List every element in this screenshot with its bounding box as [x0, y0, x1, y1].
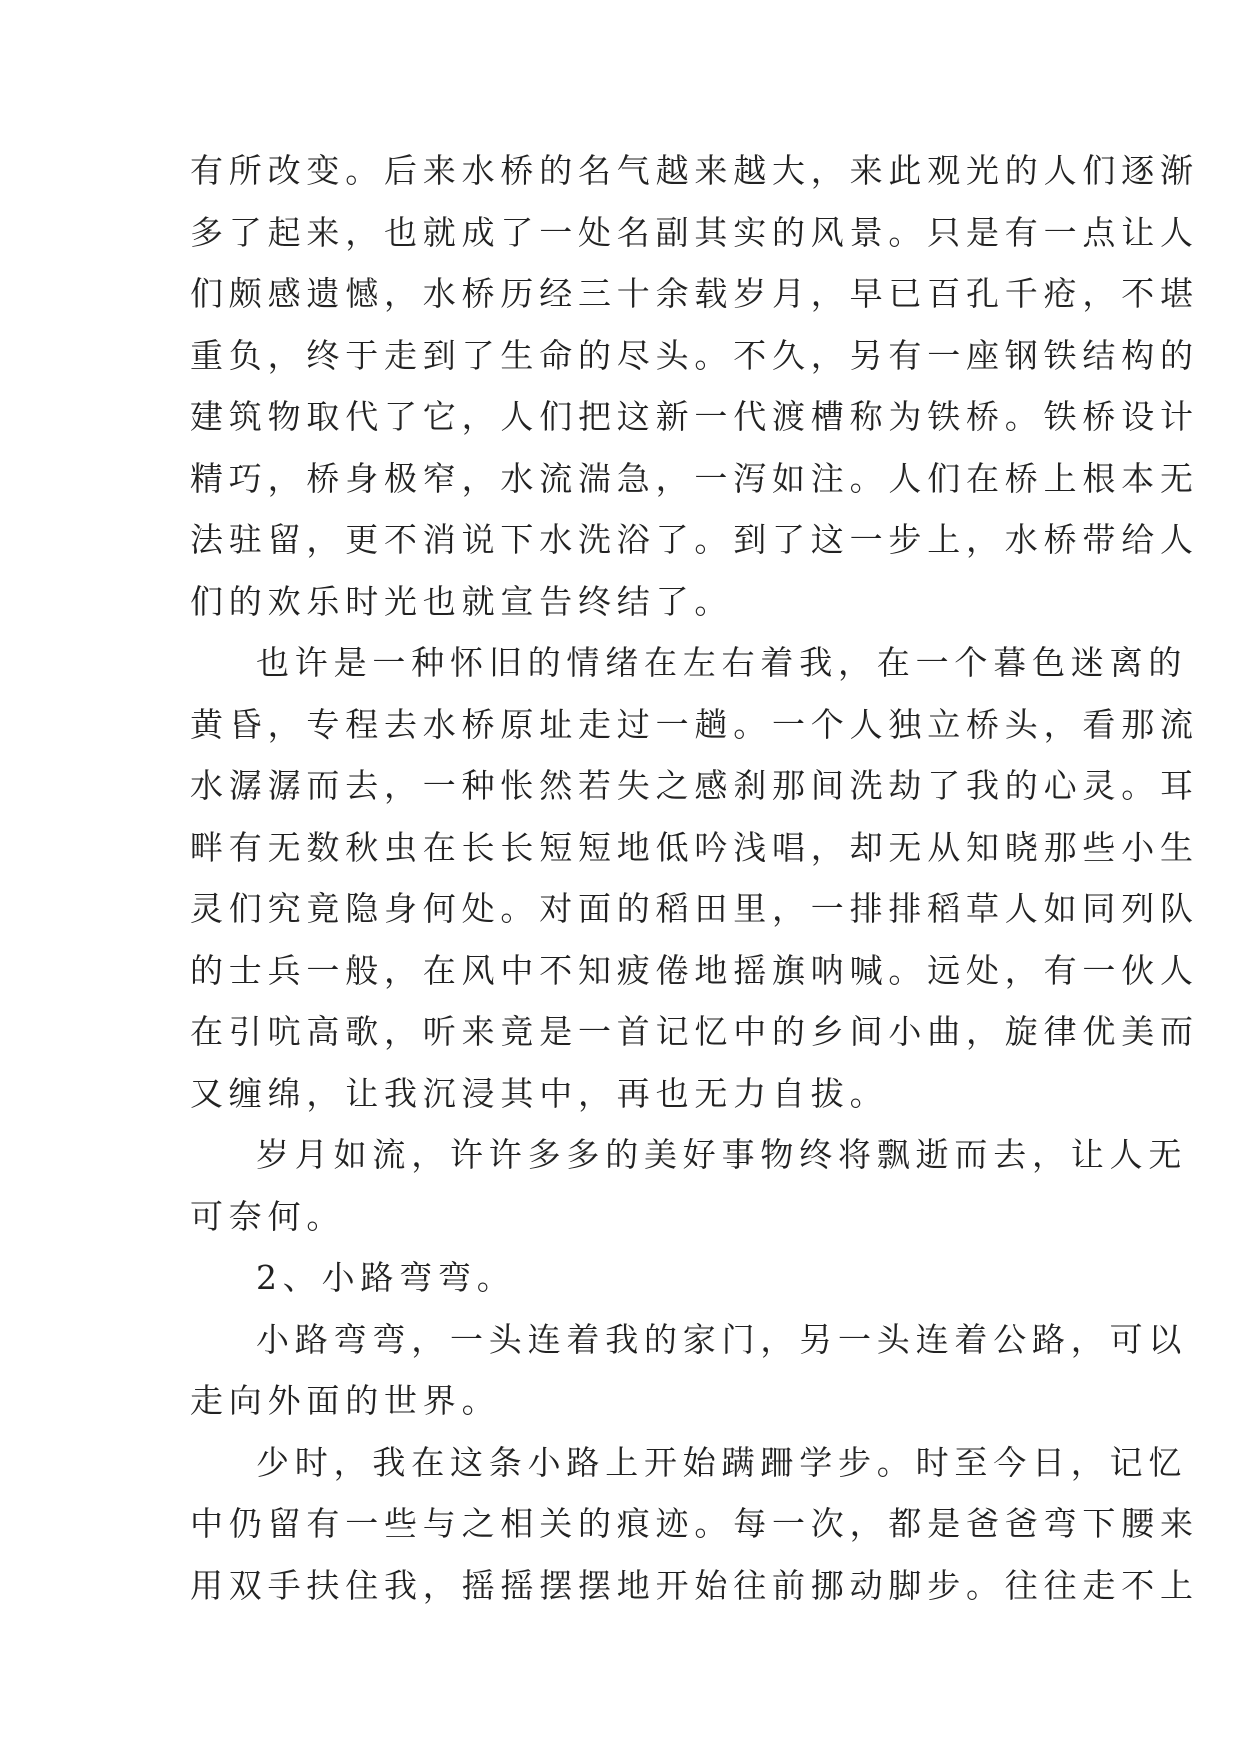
text-line: 畔有无数秋虫在长长短短地低吟浅唱，却无从知晓那些小生 — [190, 827, 1199, 867]
text-line: 少时，我在这条小路上开始蹒跚学步。时至今日，记忆 — [256, 1442, 1188, 1482]
paragraph-5 — [190, 1432, 1199, 1617]
text-line: 精巧，桥身极窄，水流湍急，一泻如注。人们在桥上根本无 — [190, 458, 1199, 498]
text-line: 水潺潺而去，一种怅然若失之感刹那间洗劫了我的心灵。耳 — [190, 766, 1199, 805]
text-line: 可奈何。 — [190, 1196, 346, 1236]
text-line: 们颇感遗憾，水桥历经三十余载岁月，早已百孔千疮，不堪 — [190, 274, 1199, 313]
text-line: 用双手扶住我，摇摇摆摆地开始往前挪动脚步。往往走不上 — [190, 1565, 1199, 1605]
text-line: 重负，终于走到了生命的尽头。不久，另有一座钢铁结构的 — [190, 335, 1199, 375]
text-line: 灵们究竟隐身何处。对面的稻田里，一排排稻草人如同列队 — [190, 889, 1199, 928]
section-heading — [190, 1247, 1050, 1309]
text-line: 也许是一种怀旧的情绪在左右着我，在一个暮色迷离的 — [256, 643, 1188, 682]
text-line: 的士兵一般，在风中不知疲倦地摇旗呐喊。远处，有一伙人 — [190, 950, 1199, 990]
text-line: 法驻留，更不消说下水洗浴了。到了这一步上，水桥带给人 — [190, 520, 1199, 559]
text-line: 有所改变。后来水桥的名气越来越大，来此观光的人们逐渐 — [190, 151, 1199, 190]
text-line: 中仍留有一些与之相关的痕迹。每一次，都是爸爸弯下腰来 — [190, 1504, 1199, 1543]
text-line: 建筑物取代了它，人们把这新一代渡槽称为铁桥。铁桥设计 — [190, 397, 1199, 436]
paragraph-2 — [190, 632, 1199, 1124]
text-line: 在引吭高歌，听来竟是一首记忆中的乡间小曲，旋律优美而 — [190, 1012, 1199, 1051]
text-line: 小路弯弯，一头连着我的家门，另一头连着公路，可以 — [256, 1319, 1188, 1359]
text-line: 们的欢乐时光也就宣告终结了。 — [190, 581, 734, 621]
text-line: 走向外面的世界。 — [190, 1381, 501, 1420]
text-line: 黄昏，专程去水桥原址走过一趟。一个人独立桥头，看那流 — [190, 704, 1199, 744]
paragraph-3 — [190, 1124, 1188, 1247]
text-line: 岁月如流，许许多多的美好事物终将飘逝而去，让人无 — [256, 1135, 1188, 1174]
paragraph-4 — [190, 1309, 1188, 1432]
text-line: 又缠绵，让我沉浸其中，再也无力自拔。 — [190, 1073, 889, 1113]
heading-line: 2、小路弯弯。 — [256, 1258, 516, 1297]
document-body — [190, 140, 1199, 1616]
paragraph-1 — [190, 140, 1199, 632]
text-line: 多了起来，也就成了一处名副其实的风景。只是有一点让人 — [190, 212, 1199, 252]
